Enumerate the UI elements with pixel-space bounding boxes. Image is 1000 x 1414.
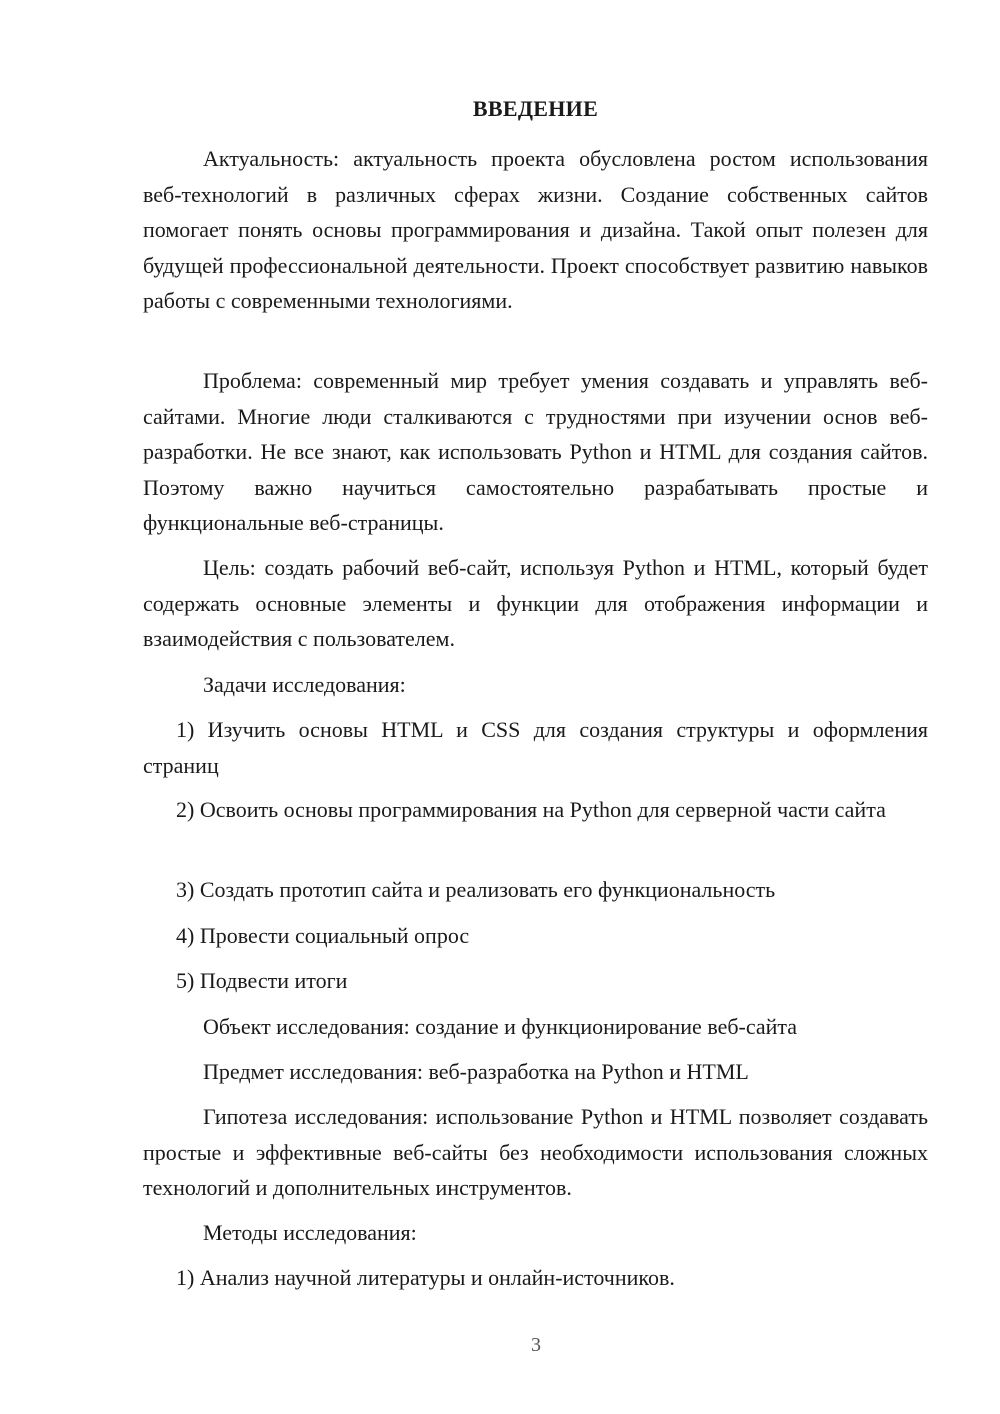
- method-item-1: 1) Анализ научной литературы и онлайн-источников.: [176, 1265, 675, 1290]
- page-number: 3: [531, 1334, 541, 1356]
- task-item-3: 3) Создать прототип сайта и реализовать его функциональность: [176, 877, 776, 902]
- tasks-heading: Задачи исследования:: [203, 672, 406, 697]
- task-item-1: 1) Изучить основы HTML и CSS для создания структуры и оформления страниц: [143, 717, 928, 778]
- hypothesis-paragraph: Гипотеза исследования: использование Python и HTML позволяет создавать простые и эффективные веб-сайты без необходимости использования сложных технологий и дополнительных инструментов.: [143, 1104, 928, 1200]
- task-item-2: 2) Освоить основы программирования на Python для серверной части сайта: [176, 797, 886, 822]
- research-object: Объект исследования: создание и функционирование веб-сайта: [203, 1014, 798, 1039]
- page-title: ВВЕДЕНИЕ: [472, 96, 599, 121]
- problem-paragraph: Проблема: современный мир требует умения создавать и управлять веб-сайтами. Многие люди сталкиваются с трудностями при изучении основ веб-разработки. Не все знают, как использовать Python и HTML для создания сайтов. Поэтому важно научиться самостоятельно разрабатывать простые и функциональные веб-страницы.: [143, 368, 928, 535]
- research-subject: Предмет исследования: веб-разработка на Python и HTML: [203, 1059, 749, 1084]
- task-item-5: 5) Подвести итоги: [176, 968, 348, 993]
- task-item-4: 4) Провести социальный опрос: [176, 923, 470, 948]
- relevance-paragraph: Актуальность: актуальность проекта обусловлена ростом использования веб-технологий в различных сферах жизни. Создание собственных сайтов помогает понять основы программирования и дизайна. Такой опыт полезен для будущей профессиональной деятельности. Проект способствует развитию навыков работы с современными технологиями.: [143, 146, 928, 313]
- methods-heading: Методы исследования:: [203, 1220, 417, 1245]
- goal-paragraph: Цель: создать рабочий веб-сайт, используя Python и HTML, который будет содержать основные элементы и функции для отображения информации и взаимодействия с пользователем.: [143, 555, 928, 651]
